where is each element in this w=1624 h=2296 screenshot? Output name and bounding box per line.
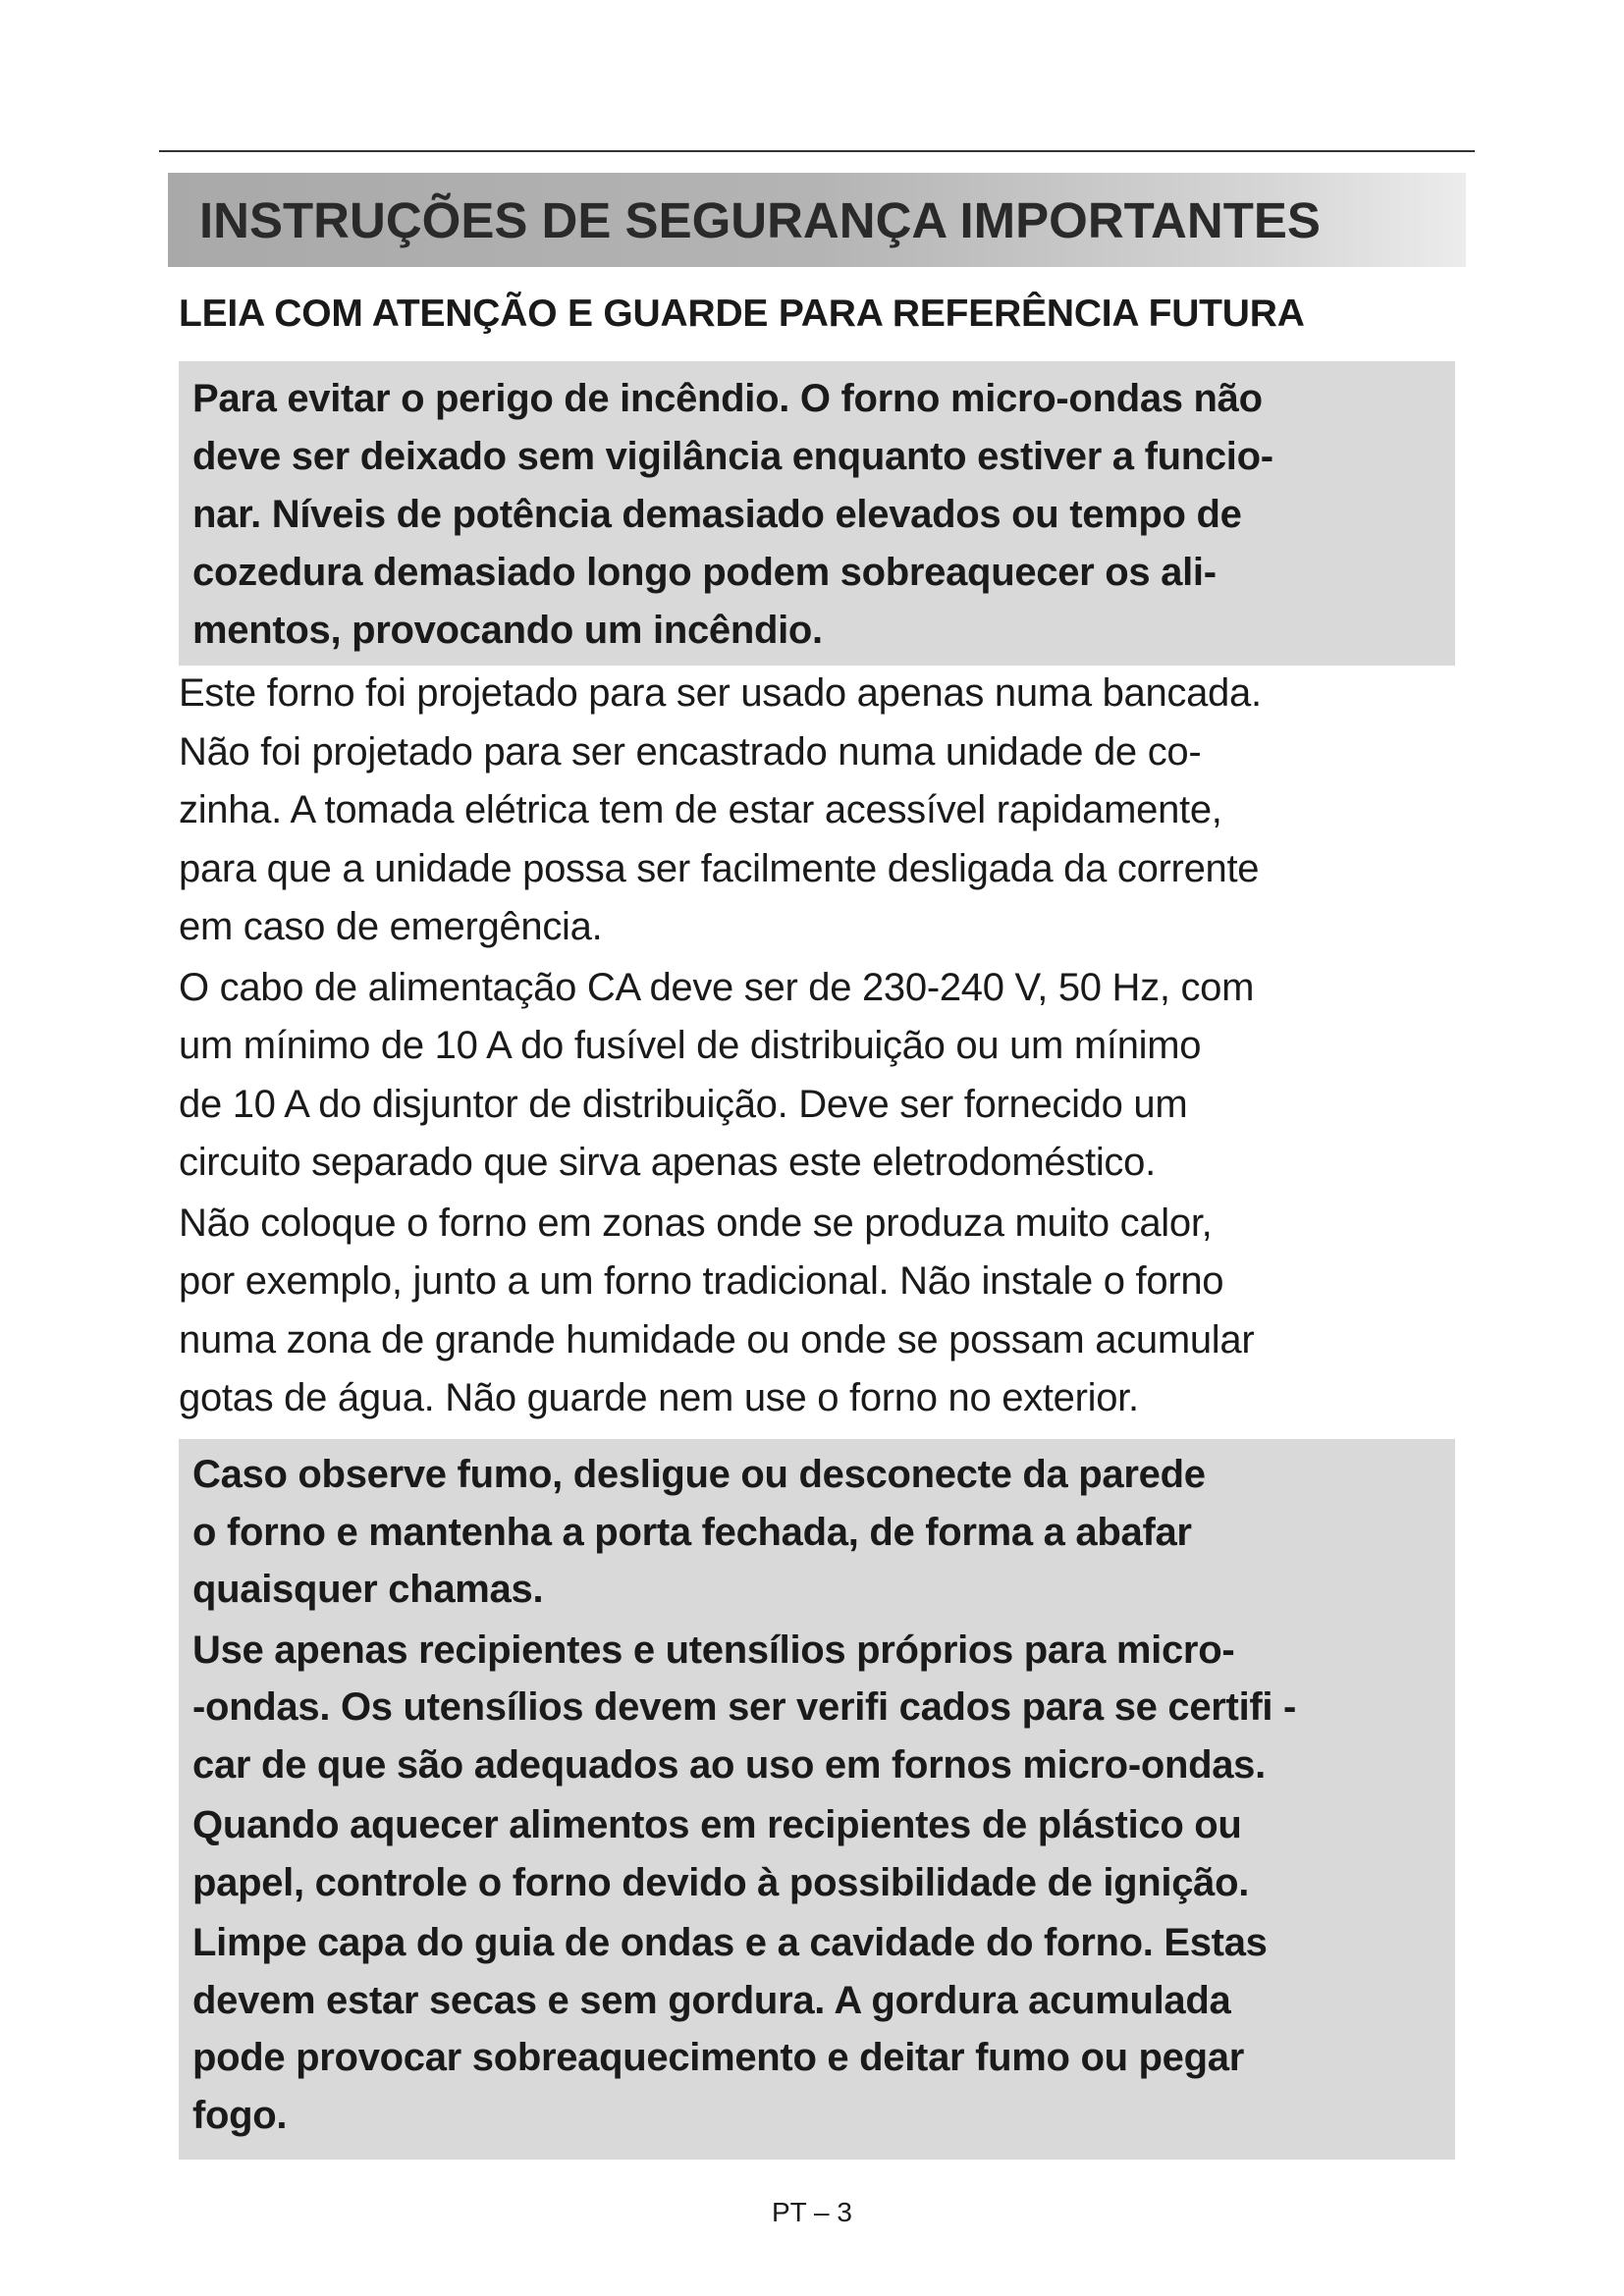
paragraph-placement: [179, 1195, 1455, 1428]
title-banner: [168, 173, 1466, 267]
warning-line: mentos, provocando um incêndio.: [192, 609, 823, 652]
text-line: de 10 A do disjuntor de distribuição. Deve ser fornecido um: [179, 1082, 1188, 1126]
warning-line: deve ser deixado sem vigilância enquanto estiver a funcio-: [192, 435, 1273, 478]
text-line: Este forno foi projetado para ser usado apenas numa bancada.: [179, 671, 1262, 715]
warning-box-fire: [179, 361, 1455, 666]
warning-line: -ondas. Os utensílios devem ser verifi cados para se certifi -: [192, 1685, 1297, 1729]
warning-line: nar. Níveis de potência demasiado elevados ou tempo de: [192, 493, 1242, 536]
text-line: gotas de água. Não guarde nem use o forno no exterior.: [179, 1376, 1139, 1419]
warning-line: cozedura demasiado longo podem sobreaquecer os ali-: [192, 551, 1217, 594]
text-line: zinha. A tomada elétrica tem de estar acessível rapidamente,: [179, 788, 1222, 831]
text-line: circuito separado que sirva apenas este eletrodoméstico.: [179, 1141, 1156, 1184]
text-line: numa zona de grande humidade ou onde se possam acumular: [179, 1317, 1255, 1362]
text-line: um mínimo de 10 A do fusível de distribuição ou um mínimo: [179, 1024, 1202, 1067]
warning-paragraph-utensils: [192, 1622, 1441, 1794]
warning-line: Limpe capa do guia de ondas e a cavidade do forno. Estas: [192, 1921, 1268, 1964]
text-line: em caso de emergência.: [179, 905, 603, 948]
warning-line: quaisquer chamas.: [192, 1568, 544, 1611]
body-text: [179, 665, 1455, 1428]
warning-line: o forno e mantenha a porta fechada, de forma a abafar: [192, 1510, 1192, 1554]
text-line: por exemplo, junto a um forno tradicional. Não instale o forno: [179, 1259, 1224, 1303]
text-line: O cabo de alimentação CA deve ser de 230-240 V, 50 Hz, com: [179, 965, 1255, 1009]
top-rule: [159, 150, 1475, 152]
warning-line: fogo.: [192, 2093, 288, 2137]
warning-line: pode provocar sobreaquecimento e deitar fumo ou pegar: [192, 2036, 1244, 2079]
warning-line: Quando aquecer alimentos em recipientes de plástico ou: [192, 1803, 1242, 1846]
warning-line: Para evitar o perigo de incêndio. O forno micro-ondas não: [192, 377, 1263, 420]
warning-line: car de que são adequados ao uso em fornos micro-ondas.: [192, 1742, 1266, 1787]
text-line: para que a unidade possa ser facilmente desligada da corrente: [179, 846, 1260, 890]
warning-line: devem estar secas e sem gordura. A gordura acumulada: [192, 1978, 1231, 2022]
page-title: INSTRUÇÕES DE SEGURANÇA IMPORTANTES: [199, 191, 1321, 248]
warning-paragraph-cleaning: [192, 1914, 1441, 2144]
warning-paragraph-smoke: [192, 1446, 1441, 1619]
page-number: PT – 3: [772, 2197, 852, 2227]
text-line: Não coloque o forno em zonas onde se produza muito calor,: [179, 1201, 1213, 1245]
paragraph-power-cable: [179, 959, 1455, 1193]
paragraph-installation: [179, 665, 1455, 957]
warning-line: Caso observe fumo, desligue ou desconecte da parede: [192, 1453, 1206, 1496]
section-subtitle: LEIA COM ATENÇÃO E GUARDE PARA REFERÊNCIA FUTURA: [179, 293, 1305, 335]
warning-line: papel, controle o forno devido à possibilidade de ignição.: [192, 1860, 1250, 1904]
warning-box-smoke: [179, 1439, 1455, 2160]
warning-paragraph-plastic: [192, 1796, 1441, 1911]
text-line: Não foi projetado para ser encastrado numa unidade de co-: [179, 729, 1202, 774]
warning-line: Use apenas recipientes e utensílios próprios para micro-: [192, 1628, 1235, 1672]
